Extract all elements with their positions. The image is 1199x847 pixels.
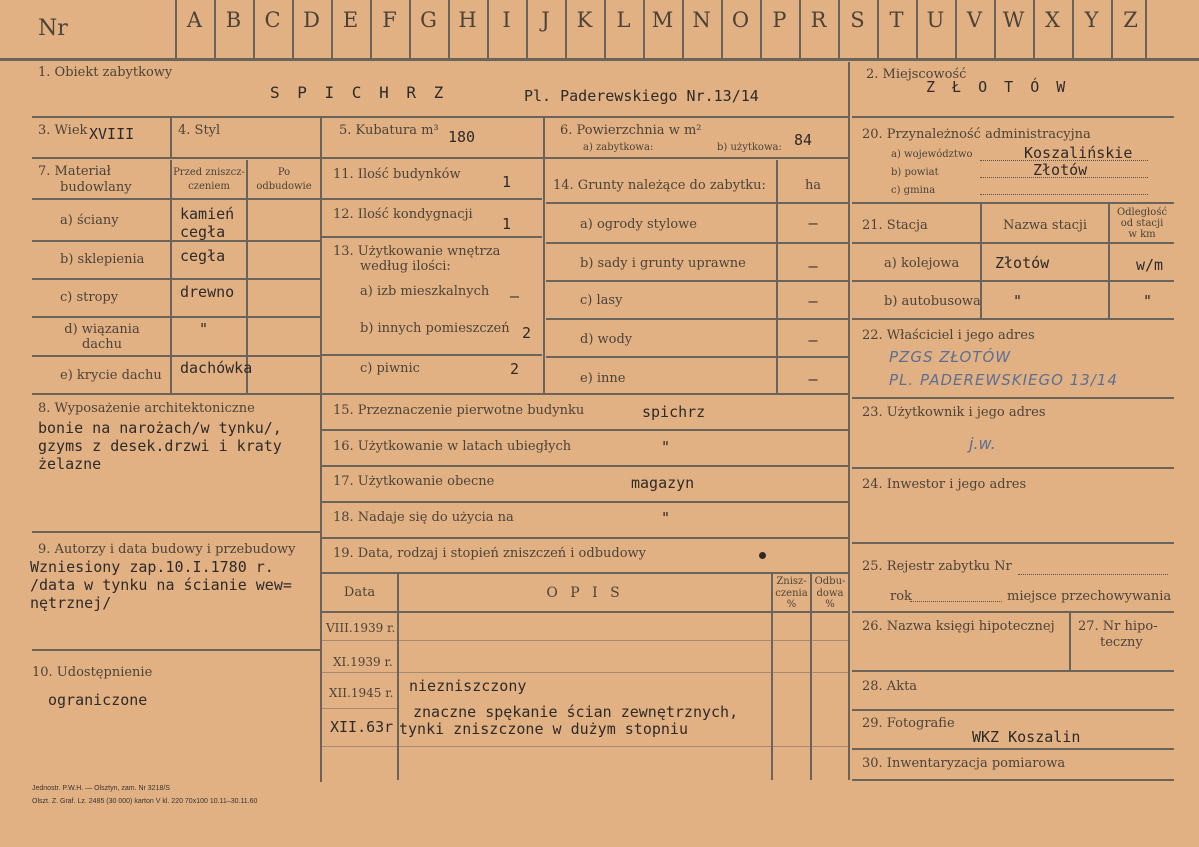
field-19-description-line-1: niezniszczony <box>409 677 527 695</box>
field-21-bus-label: b) autobusowa <box>884 294 981 309</box>
field-7-label: 7. Materiał <box>38 164 111 179</box>
letter-j: J <box>541 8 550 32</box>
letter-e: E <box>342 8 359 32</box>
field-5-label: 5. Kubatura m³ <box>339 123 439 138</box>
field-14-label: 14. Grunty należące do zabytku: <box>553 178 766 193</box>
field-7-before-header-2: czeniem <box>188 181 230 192</box>
field-8-label: 8. Wyposażenie architektoniczne <box>38 401 255 416</box>
field-13-b-label: b) innych pomieszczeń <box>360 321 510 336</box>
field-21-distance-header-1: Odległość <box>1116 207 1168 218</box>
field-21-distance-header-2: od stacji <box>1120 218 1164 229</box>
field-7-after-header-2: odbudowie <box>256 181 312 192</box>
field-19-row-date: XII.63r <box>330 718 394 736</box>
field-6-a-label: a) zabytkowa: <box>583 142 654 153</box>
field-22-label: 22. Właściciel i jego adres <box>862 328 1035 343</box>
field-21-name-header: Nazwa stacji <box>1002 218 1088 233</box>
field-21-bus-distance: " <box>1143 292 1153 310</box>
field-16-value: " <box>661 438 671 456</box>
field-7-roofing-label: e) krycie dachu <box>60 368 162 383</box>
field-21-rail-label: a) kolejowa <box>884 256 960 271</box>
field-14-d-label: d) wody <box>580 332 633 347</box>
field-19-row-date: XI.1939 r. <box>333 655 393 669</box>
letter-n: N <box>692 8 711 32</box>
field-10-label: 10. Udostępnienie <box>32 665 153 680</box>
field-20-b-label: b) powiat <box>891 167 939 178</box>
field-19-row-date: VIII.1939 r. <box>326 621 396 635</box>
field-3-value: XVIII <box>89 125 135 143</box>
field-8-line-1: bonie na narożach/w tynku/, <box>38 419 282 437</box>
field-21-rail-distance: w/m <box>1136 256 1164 274</box>
letter-l: L <box>616 8 631 32</box>
field-19-rebuild-header-2: dowa <box>816 588 844 599</box>
letter-a: A <box>186 8 203 32</box>
field-19-rebuild-header-3: % <box>825 599 835 610</box>
field-15-label: 15. Przeznaczenie pierwotne budynku <box>333 403 585 418</box>
field-6-b-label: b) użytkowa: <box>717 142 782 153</box>
field-1-object-value: S P I C H R Z <box>270 83 448 102</box>
field-13-a-label: a) izb mieszkalnych <box>360 284 490 299</box>
field-11-value: 1 <box>502 173 512 191</box>
field-20-a-value: Koszalińskie <box>1024 144 1133 162</box>
field-17-label: 17. Użytkowanie obecne <box>333 474 495 489</box>
field-20-b-value: Złotów <box>1033 161 1088 179</box>
field-6-label: 6. Powierzchnia w m² <box>560 123 702 138</box>
field-7-before-header: Przed zniszcz- <box>173 167 245 178</box>
field-7-roof-truss-value: " <box>199 320 209 338</box>
field-29-label: 29. Fotografie <box>862 716 955 731</box>
letter-h: H <box>458 8 477 32</box>
field-20-label: 20. Przynależność administracyjna <box>862 127 1091 142</box>
field-2-label: 2. Miejscowość <box>866 67 967 82</box>
field-7-label-2: budowlany <box>60 180 132 195</box>
field-7-roof-truss-label: d) wiązania dachu <box>64 322 140 352</box>
field-21-bus-name: " <box>1013 292 1023 310</box>
field-13-b-value: 2 <box>522 324 532 342</box>
field-25-label: 25. Rejestr zabytku Nr <box>862 559 1012 574</box>
letter-i: I <box>502 8 511 32</box>
letter-t: T <box>889 8 904 32</box>
field-13-label-2: według ilości: <box>360 259 451 274</box>
field-30-label: 30. Inwentaryzacja pomiarowa <box>862 756 1066 771</box>
field-7-after-header: Po <box>277 167 291 178</box>
field-21-label: 21. Stacja <box>862 218 928 233</box>
field-21-distance-header-3: w km <box>1128 229 1156 240</box>
field-7-vaults-label: b) sklepienia <box>60 252 145 267</box>
field-19-description-header: O P I S <box>546 585 624 601</box>
field-19-rebuild-header-1: Odbu- <box>814 576 846 587</box>
field-24-label: 24. Inwestor i jego adres <box>862 477 1027 492</box>
field-19-row-date: XII.1945 r. <box>329 686 394 700</box>
field-9-line-1: Wzniesiony zap.10.I.1780 r. <box>30 558 274 576</box>
letter-b: B <box>225 8 242 32</box>
field-6-value: 84 <box>794 131 813 149</box>
field-11-label: 11. Ilość budynków <box>333 167 461 182</box>
field-7-ceilings-label: c) stropy <box>60 290 119 305</box>
field-19-damage-header-3: % <box>786 599 797 610</box>
field-8-line-3: żelazne <box>38 455 102 473</box>
field-19-date-header: Data <box>343 585 376 600</box>
field-12-value: 1 <box>502 215 512 233</box>
field-14-b-value: – <box>808 257 818 275</box>
letter-p: P <box>772 8 787 32</box>
field-9-line-3: nętrznej/ <box>30 594 112 612</box>
field-19-label: 19. Data, rodzaj i stopień zniszczeń i odbudowy <box>333 546 647 561</box>
field-7-ceilings-value: drewno <box>180 283 235 301</box>
ink-dot <box>759 552 766 559</box>
printer-imprint-line-2: Olszt. Z. Graf. Lz. 2485 (30 000) karton V kl. 220 70x100 10.11–30.11.60 <box>32 798 258 805</box>
field-22-owner-value: PZGS ZŁOTÓW <box>889 348 1012 366</box>
field-9-line-2: /data w tynku na ścianie wew= <box>30 576 292 594</box>
letter-g: G <box>420 8 437 32</box>
letter-d: D <box>303 8 320 32</box>
field-14-d-value: – <box>808 331 818 349</box>
field-14-e-label: e) inne <box>580 371 626 386</box>
field-13-c-value: 2 <box>510 360 520 378</box>
field-19-damage-header-2: czenia <box>775 588 808 599</box>
letter-c: C <box>264 8 281 32</box>
field-20-a-label: a) województwo <box>891 149 973 160</box>
letter-v: V <box>966 8 983 32</box>
letter-w: W <box>1002 8 1025 32</box>
letter-o: O <box>731 8 750 32</box>
field-14-a-label: a) ogrody stylowe <box>580 217 697 232</box>
field-3-label: 3. Wiek <box>38 123 88 138</box>
field-27-label: 27. Nr hipo- <box>1078 619 1158 634</box>
field-14-c-label: c) lasy <box>580 293 623 308</box>
field-20-c-label: c) gmina <box>891 185 936 196</box>
field-9-label: 9. Autorzy i data budowy i przebudowy <box>38 542 296 557</box>
letter-y: Y <box>1084 8 1099 32</box>
field-14-a-value: – <box>808 214 818 232</box>
field-7-roofing-value: dachówka <box>180 359 253 377</box>
letter-r: R <box>810 8 827 32</box>
nr-label: Nr <box>38 16 68 41</box>
letter-x: X <box>1045 8 1060 32</box>
field-22-address-value: PL. PADEREWSKIEGO 13/14 <box>889 371 1118 389</box>
field-1-label: 1. Obiekt zabytkowy <box>38 65 173 80</box>
field-19-description-line-3: tynki zniszczone w dużym stopniu <box>399 720 688 738</box>
field-26-label: 26. Nazwa księgi hipotecznej <box>862 619 1055 634</box>
field-18-value: " <box>661 509 671 527</box>
field-19-description-line-2: znaczne spękanie ścian zewnętrznych, <box>413 703 739 721</box>
field-13-a-value: – <box>510 287 520 305</box>
letter-f: F <box>382 8 397 32</box>
field-7-walls-value: kamień cegła <box>180 205 235 241</box>
field-17-value: magazyn <box>631 474 695 492</box>
field-25-year-label: rok <box>890 589 912 604</box>
field-27-label-2: teczny <box>1100 635 1143 650</box>
field-8-line-2: gzyms z desek.drzwi i kraty <box>38 437 282 455</box>
field-14-e-value: – <box>808 370 818 388</box>
letter-u: U <box>926 8 945 32</box>
field-14-unit: ha <box>804 178 822 193</box>
field-16-label: 16. Użytkowanie w latach ubiegłych <box>333 439 572 454</box>
field-14-b-label: b) sady i grunty uprawne <box>580 256 746 271</box>
field-15-value: spichrz <box>642 403 706 421</box>
field-12-label: 12. Ilość kondygnacji <box>333 207 473 222</box>
field-23-label: 23. Użytkownik i jego adres <box>862 405 1046 420</box>
field-14-c-value: – <box>808 292 818 310</box>
field-5-value: 180 <box>448 128 476 146</box>
field-19-damage-header-1: Znisz- <box>776 576 807 587</box>
field-23-value: j.w. <box>969 434 996 453</box>
field-2-value: Z Ł O T Ó W <box>926 78 1070 96</box>
field-13-label: 13. Użytkowanie wnętrza <box>333 244 501 259</box>
field-25-storage-label: miejsce przechowywania <box>1007 589 1172 604</box>
field-21-rail-name: Złotów <box>995 254 1050 272</box>
letter-s: S <box>850 8 865 32</box>
field-7-vaults-value: cegła <box>180 247 226 265</box>
letter-k: K <box>576 8 593 32</box>
field-29-value: WKZ Koszalin <box>972 728 1081 746</box>
field-10-value: ograniczone <box>48 691 148 709</box>
field-4-label: 4. Styl <box>178 123 221 138</box>
field-18-label: 18. Nadaje się do użycia na <box>333 510 514 525</box>
printer-imprint-line-1: Jednostr. P.W.H. — Olsztyn, zam. Nr 3218/S <box>32 785 170 792</box>
field-13-c-label: c) piwnic <box>360 361 420 376</box>
letter-m: M <box>651 8 674 32</box>
field-28-label: 28. Akta <box>862 679 918 694</box>
field-1-address-value: Pl. Paderewskiego Nr.13/14 <box>524 87 759 105</box>
field-7-walls-label: a) ściany <box>60 213 119 228</box>
letter-z: Z <box>1123 8 1138 32</box>
